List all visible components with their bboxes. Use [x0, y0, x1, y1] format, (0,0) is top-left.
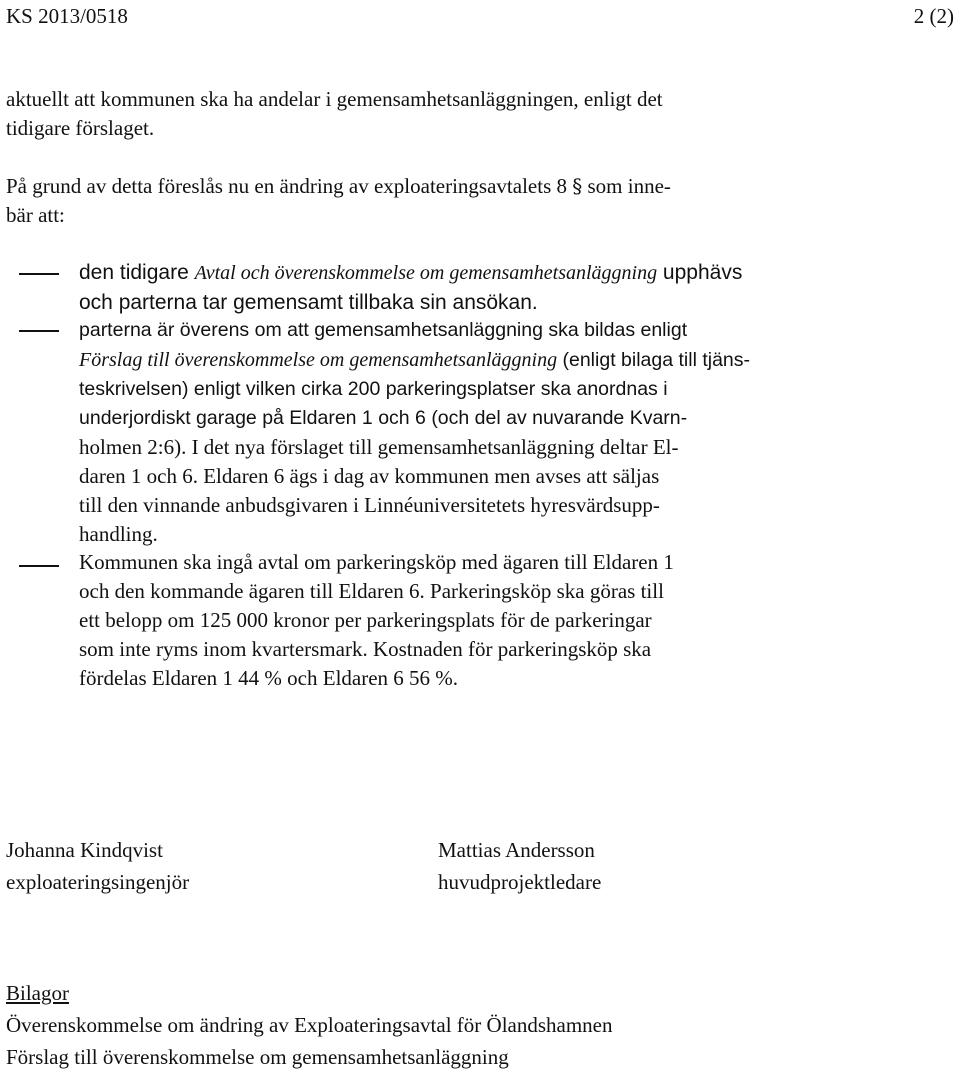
attachments-heading: Bilagor — [6, 981, 69, 1005]
bullet-3-line-3: ett belopp om 125 000 kronor per parkeringsplats för de parkeringar — [79, 608, 652, 632]
bullet-2-text — [79, 316, 779, 549]
bullet-1-text — [79, 258, 779, 317]
signatory-name: Johanna Kindqvist — [6, 838, 163, 862]
bullet-3-line-5: fördelas Eldaren 1 44 % och Eldaren 6 56 %. — [79, 666, 459, 690]
bullet-2-line-1: parterna är överens om att gemensamhetsanläggning ska bildas enligt — [79, 319, 688, 341]
proposal-line-1 — [6, 172, 806, 201]
dash-bullet-marker — [19, 330, 59, 332]
document-id: KS 2013/0518 — [6, 4, 128, 28]
bullet-2-line-7: till den vinnande anbudsgivaren i Linnéuniversitetets hyresvärdsupp- — [79, 493, 660, 517]
signatory-name: Mattias Andersson — [438, 838, 595, 862]
agreement-title-italic: Avtal och överenskommelse om gemensamhetsanläggning — [194, 262, 658, 284]
proposal-title-italic: Förslag till överenskommelse om gemensamhetsanläggning — [79, 349, 558, 371]
intro-line-2: tidigare förslaget. — [6, 116, 155, 140]
bullet-1-line-2: och parterna tar gemensamt tillbaka sin ansökan. — [79, 291, 538, 314]
proposal-line-1-start: På grund av detta föreslås nu en ändring av exploateringsavtalets 8 — [6, 174, 573, 198]
proposal-paragraph — [6, 172, 806, 230]
bullet-1-line-1-start: den tidigare — [79, 261, 195, 284]
attachments-section — [6, 977, 613, 1073]
bullet-3-line-4: som inte ryms inom kvartersmark. Kostnaden för parkeringsköp ska — [79, 637, 652, 661]
bullet-2-line-3: teskrivelsen) enligt vilken cirka 200 parkeringsplatser ska anordnas i — [79, 378, 668, 400]
signature-block-1 — [6, 834, 189, 898]
dash-bullet-marker — [19, 273, 59, 275]
bullet-3-line-1: Kommunen ska ingå avtal om parkeringsköp med ägaren till Eldaren 1 — [79, 550, 674, 574]
dash-bullet-marker — [19, 565, 59, 567]
page-number: 2 (2) — [913, 4, 954, 28]
bullet-3-line-2: och den kommande ägaren till Eldaren 6. Parkeringsköp ska göras till — [79, 579, 664, 603]
signatory-title: exploateringsingenjör — [6, 870, 190, 894]
bullet-3-text — [79, 548, 779, 693]
bullet-1-line-1-end: upphävs — [657, 261, 743, 284]
attachment-item-2: Förslag till överenskommelse om gemensamhetsanläggning — [6, 1045, 509, 1069]
attachment-item-1: Överenskommelse om ändring av Exploateringsavtal för Ölandshamnen — [6, 1013, 613, 1037]
bullet-2-line-6: daren 1 och 6. Eldaren 6 ägs i dag av kommunen men avses att säljas — [79, 464, 660, 488]
intro-paragraph — [6, 85, 806, 143]
bullet-2-line-4: underjordiskt garage på Eldaren 1 och 6 (och del av nuvarande Kvarn- — [79, 407, 688, 429]
signatory-title: huvudprojektledare — [438, 870, 602, 894]
section-symbol: § — [572, 174, 583, 198]
bullet-2-line-8: handling. — [79, 522, 158, 546]
bullet-2-line-2-end: (enligt bilaga till tjäns- — [557, 349, 751, 371]
bullet-2-line-5: holmen 2:6). I det nya förslaget till gemensamhetsanläggning deltar El- — [79, 435, 679, 459]
signature-block-2 — [438, 834, 601, 898]
proposal-line-1-end: som inne- — [582, 174, 671, 198]
intro-line-1: aktuellt att kommunen ska ha andelar i gemensamhetsanläggningen, enligt det — [6, 87, 663, 111]
proposal-line-2: bär att: — [6, 203, 65, 227]
